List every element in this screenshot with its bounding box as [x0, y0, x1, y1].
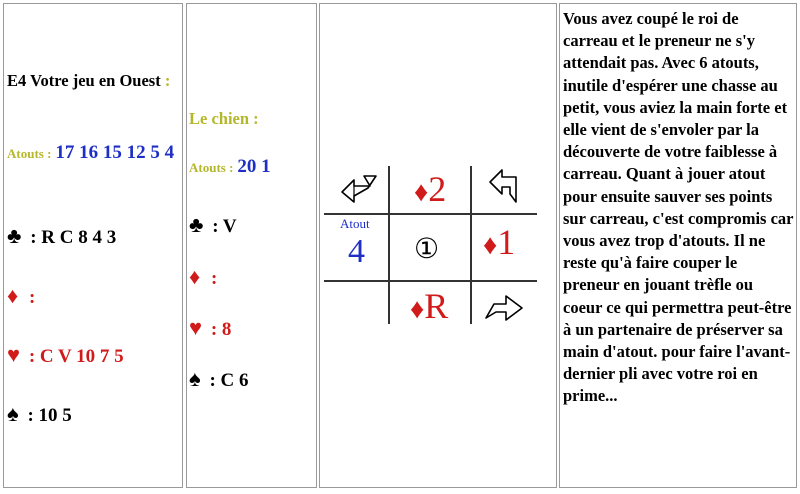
hearts-icon: ♥: [189, 315, 203, 340]
hearts-icon: ♥: [7, 342, 21, 367]
clubs-icon: ♣: [189, 212, 204, 237]
west-clubs-row: [7, 223, 116, 249]
west-title-colon: :: [164, 71, 171, 90]
chien-atouts-values: 20 1: [237, 156, 271, 177]
diamonds-icon: ♦: [414, 177, 429, 208]
west-atout-label: Atout: [340, 216, 370, 231]
spades-icon: ♠: [189, 366, 201, 391]
west-diamonds-cards: :: [28, 287, 36, 308]
commentary-text: Vous avez coupé le roi de carreau et le preneur ne s'y attendait pas. Avec 6 atouts, inutile d'espérer une chasse au petit, vous aviez la main forte et elle vient de s'envoler par la découverte de votre faiblesse à carreau. Quant à jouer atout pour ensuite sauver ses points sur carreau, c'est compromis car vous avez trop d'atouts. Il ne reste qu'à faire couper le preneur en jouant trèfle ou coeur ce qui permettra peut-être à un partenaire de préserver sa main d'atout. pour faire l'avant-dernier pli avec votre roi en prime...: [563, 9, 794, 406]
spades-icon: ♠: [7, 401, 19, 426]
west-spades-row: [7, 401, 72, 427]
trick-panel: [319, 3, 557, 488]
north-card: [414, 171, 446, 211]
chien-title: Le chien :: [189, 109, 259, 128]
diamonds-icon: ♦: [410, 294, 425, 325]
arrow-up-left-icon: [486, 168, 524, 206]
west-atouts-label: Atouts :: [7, 146, 52, 161]
west-hand-panel: [3, 3, 183, 488]
west-hearts-row: [7, 342, 124, 368]
south-card: [410, 288, 448, 328]
chien-panel: [186, 3, 317, 488]
chien-hearts-cards: : 8: [210, 319, 232, 340]
west-atout-value: 4: [348, 233, 365, 270]
diamonds-icon: ♦: [7, 283, 19, 308]
chien-hearts-row: [189, 315, 231, 341]
west-spades-cards: : 10 5: [27, 405, 72, 426]
north-card-rank: 2: [428, 169, 447, 209]
chien-diamonds-row: [189, 264, 217, 290]
west-diamonds-row: [7, 283, 35, 309]
east-card: [483, 224, 515, 264]
chien-spades-cards: : C 6: [209, 370, 249, 391]
chien-spades-row: [189, 366, 249, 392]
east-card-rank: 1: [497, 222, 516, 262]
west-hand-title: [7, 70, 177, 91]
arrow-right-icon: [484, 290, 524, 324]
west-hearts-cards: : C V 10 7 5: [28, 346, 124, 367]
diamonds-icon: ♦: [189, 264, 201, 289]
clubs-icon: ♣: [7, 223, 22, 248]
grid-line-left: [388, 166, 390, 324]
south-card-rank: R: [424, 286, 449, 326]
west-title-text: E4 Votre jeu en Ouest: [7, 71, 161, 90]
chien-diamonds-cards: :: [210, 268, 218, 289]
arrow-left-icon: [340, 170, 378, 204]
chien-atouts-label: Atouts :: [189, 160, 234, 175]
leader-position-marker: ①: [414, 234, 440, 265]
west-atouts: [7, 141, 179, 166]
west-atouts-values: 17 16 15 12 5 4: [55, 142, 175, 163]
grid-line-top: [324, 213, 537, 215]
commentary-panel: [559, 3, 797, 488]
chien-clubs-row: [189, 212, 237, 238]
chien-clubs-cards: : V: [212, 216, 237, 237]
diamonds-icon: ♦: [483, 230, 498, 261]
grid-line-right: [470, 166, 472, 324]
west-clubs-cards: : R C 8 4 3: [30, 227, 117, 248]
grid-line-bottom: [324, 280, 537, 282]
chien-atouts: [189, 156, 271, 178]
